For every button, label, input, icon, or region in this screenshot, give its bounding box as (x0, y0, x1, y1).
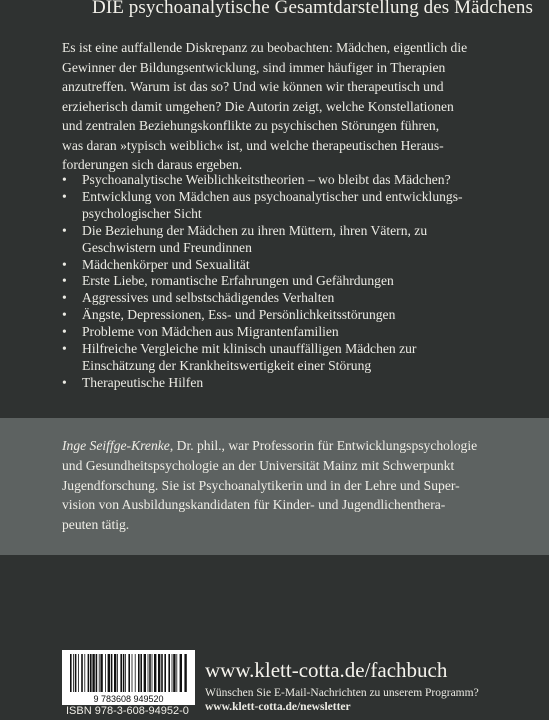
list-item-text: Aggressives und selbstschädigendes Verhalten (82, 290, 335, 306)
list-item (62, 375, 532, 392)
intro-line: Es ist eine auffallende Diskrepanz zu beobachten: Mädchen, eigentlich die (62, 40, 468, 55)
bullet-icon: • (62, 172, 67, 187)
barcode-bar (149, 654, 151, 692)
barcode-bar (114, 654, 116, 692)
barcode-bar (96, 654, 98, 692)
barcode-bar (158, 654, 160, 692)
bullet-icon: • (62, 256, 67, 272)
list-item (62, 290, 532, 307)
intro-line: und zentralen Beziehungskonflikte zu psychischen Störungen führen, (62, 118, 440, 133)
barcode-bar (125, 654, 126, 692)
barcode-bar (73, 654, 74, 692)
newsletter-link[interactable]: www.klett-cotta.de/newsletter (205, 701, 351, 713)
barcode (62, 650, 195, 705)
list-item-text: Psychoanalytische Weiblichkeitstheorien – wo bleibt das Mädchen? (82, 172, 451, 187)
bullet-icon: • (62, 374, 67, 390)
barcode-bar (144, 654, 146, 692)
list-item (62, 307, 532, 324)
barcode-bar (120, 654, 122, 692)
barcode-bar (138, 654, 140, 692)
author-bio-line (62, 436, 522, 456)
barcode-bar (152, 654, 153, 692)
barcode-bar (161, 654, 163, 692)
barcode-bar (111, 654, 113, 692)
barcode-bar (81, 654, 83, 692)
list-item (62, 223, 532, 257)
barcode-bar (88, 654, 90, 692)
list-item-text: psychologischer Sicht (82, 205, 202, 221)
barcode-bar (140, 654, 142, 692)
barcode-bar (180, 654, 182, 692)
bullet-icon: • (62, 341, 67, 357)
list-item (62, 172, 532, 189)
barcode-bar (78, 654, 79, 692)
author-name: Inge Seiffge-Krenke (62, 438, 170, 453)
barcode-bar (148, 654, 149, 692)
intro-line: erzieherisch damit umgehen? Die Autorin zeigt, welche Konstellationen (62, 98, 454, 114)
barcode-bar (90, 654, 92, 692)
bullet-icon: • (62, 307, 67, 323)
publisher-website-link[interactable]: www.klett-cotta.de/fachbuch (205, 658, 448, 682)
barcode-bar (84, 654, 85, 692)
bullet-icon: • (62, 188, 67, 204)
barcode-bar (100, 654, 102, 692)
barcode-bar (172, 654, 173, 692)
barcode-bar (135, 654, 136, 692)
list-item-text: Probleme von Mädchen aus Migrantenfamilien (82, 324, 339, 340)
bullet-icon: • (62, 222, 67, 238)
intro-line: anzutreffen. Warum ist das so? Und wie können wir therapeutisch und (62, 79, 444, 94)
newsletter-block (205, 686, 479, 714)
isbn: ISBN 978-3-608-94952-0 (66, 705, 189, 717)
barcode-bar (184, 654, 186, 692)
barcode-bar (123, 654, 125, 692)
intro-paragraph (62, 38, 512, 175)
barcode-bar (99, 654, 100, 692)
bullet-icon: • (62, 290, 67, 306)
barcode-bar (176, 654, 177, 692)
author-bio-line: Jugendforschung. Sie ist Psychoanalytikerin und in der Lehre und Super- (62, 477, 460, 493)
list-item (62, 189, 532, 223)
bullet-icon: • (62, 273, 67, 289)
list-item-text: Therapeutische Hilfen (82, 374, 204, 390)
author-bio-line: vision von Ausbildungskandidaten für Kinder- und Jugendlichenthera- (62, 497, 446, 513)
list-item-text: Einschätzung der Krankheitswertigkeit einer Störung (82, 357, 372, 373)
barcode-bar (117, 654, 118, 692)
barcode-bar (173, 654, 175, 692)
barcode-bar (92, 654, 94, 692)
list-item-text: Hilfreiche Vergleiche mit klinisch unauffälligen Mädchen zur (82, 341, 417, 357)
barcode-bar (75, 654, 77, 692)
author-bio-line: und Gesundheitspsychologie an der Universität Mainz mit Schwerpunkt (62, 457, 455, 473)
barcode-bar (154, 654, 156, 692)
list-item-text: Entwicklung von Mädchen aus psychoanalytischer und entwicklungs- (82, 188, 463, 204)
intro-line: was daran »typisch weiblich« ist, und welche therapeutischen Heraus- (62, 137, 444, 153)
bullet-icon: • (62, 324, 67, 340)
barcode-graphic (62, 650, 195, 705)
list-item-text: Ängste, Depressionen, Ess- und Persönlichkeitsstörungen (82, 307, 396, 323)
list-item-text: Mädchenkörper und Sexualität (82, 256, 250, 272)
headline: DIE psychoanalytische Gesamtdarstellung des Mädchens (92, 0, 534, 18)
intro-line: Gewinner der Bildungsentwicklung, sind immer häufiger in Therapien (62, 59, 446, 75)
list-item-text: Die Beziehung der Mädchen zu ihren Müttern, ihren Vätern, zu (82, 222, 428, 238)
barcode-bar (108, 654, 110, 692)
list-item (62, 324, 532, 341)
author-bio-line: peuten tätig. (62, 517, 130, 533)
topics-list (62, 172, 532, 392)
list-item (62, 257, 532, 274)
barcode-bar (70, 654, 72, 692)
author-bio-text: , Dr. phil., war Professorin für Entwicklungspsychologie (169, 438, 478, 453)
list-item-text: Erste Liebe, romantische Erfahrungen und Gefährdungen (82, 273, 394, 289)
list-item (62, 341, 532, 375)
barcode-bar (132, 654, 133, 692)
list-item-text: Geschwistern und Freundinnen (82, 239, 252, 255)
barcode-bar (105, 654, 106, 692)
barcode-bar (164, 654, 166, 692)
newsletter-question: Wünschen Sie E-Mail-Nachrichten zu unserem Programm? (205, 687, 479, 699)
list-item (62, 273, 532, 290)
barcode-bar (168, 654, 170, 692)
intro-line: forderungen sich daraus ergeben. (62, 157, 243, 172)
barcode-bar (128, 654, 130, 692)
author-bio (62, 436, 522, 535)
barcode-digits: 9 783608 949520 (93, 694, 164, 704)
